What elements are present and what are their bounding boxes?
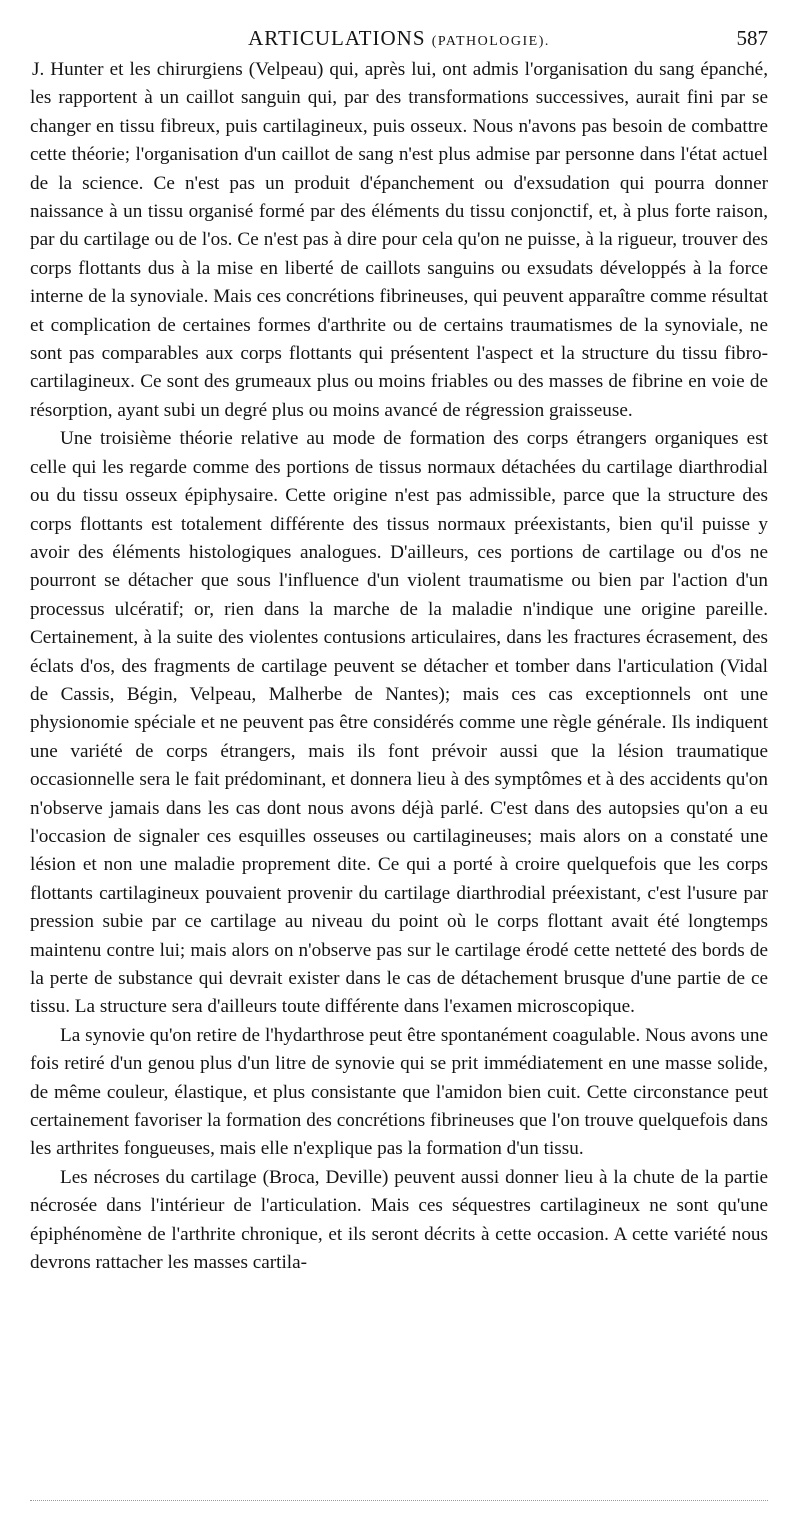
page-number: 587	[736, 26, 768, 50]
paragraph-3: La synovie qu'on retire de l'hydarthrose peut être spontanément coagulable. Nous avons une fois retiré d'un genou plus d'un litre de synovie qui se prit immédiatement en une masse solide, de même couleur, élastique, et plus consistante que l'amidon bien cuit. Cette circonstance peut certainement favoriser la formation des concrétions fibrineuses que l'on trouve quelquefois dans les arthrites fongueuses, mais elle n'explique pas la formation d'un tissu.	[30, 1024, 768, 1160]
body-text	[30, 56, 768, 1277]
footer-dotted-rule	[30, 1500, 768, 1501]
paragraph-2: Une troisième théorie relative au mode de formation des corps étrangers organiques est celle qui les regarde comme des portions de tissus normaux détachées du cartilage diarthrodial ou du tissu osseux épiphysaire. Cette origine n'est pas admissible, parce que la structure des corps flottants est totalement différente des tissus normaux préexistants, bien qu'il puisse y avoir des éléments histologiques analogues. D'ailleurs, ces portions de cartilage ou d'os ne pourront se détacher que sous l'influence d'un violent traumatisme ou bien par l'action d'un processus ulcératif; or, rien dans la marche de la maladie n'indique une origine pareille. Certainement, à la suite des violentes contusions articulaires, dans les fractures écrasement, des éclats d'os, des fragments de cartilage peuvent se détacher et tomber dans l'articulation (Vidal de Cassis, Bégin, Velpeau, Malherbe de Nantes); mais ces cas exceptionnels ont une physionomie spéciale et ne peuvent pas être considérés comme une règle générale. Ils indiquent une variété de corps étrangers, mais ils font prévoir aussi que la lésion traumatique occasionnelle sera le fait prédominant, et donnera lieu à des symptômes et à des accidents qu'on n'observe jamais dans les cas dont nous avons déjà parlé. C'est dans des autopsies qu'on a eu l'occasion de signaler ces esquilles osseuses ou cartilagineuses; mais alors on a constaté une lésion et non une maladie proprement dite. Ce qui a porté à croire quelquefois que les corps flottants cartilagineux pouvaient provenir du cartilage diarthrodial préexistant, c'est l'usure par pression subie par ce cartilage au niveau du point où le corps flottant avait été longtemps maintenu contre lui; mais alors on n'observe pas sur le cartilage érodé cette netteté des bords de la perte de substance qui devrait exister dans le cas de détachement brusque d'une partie de ce tissu. La structure sera d'ailleurs toute différente dans l'examen microscopique.	[30, 428, 768, 1018]
running-title-main: ARTICULATIONS	[248, 26, 426, 50]
paragraph-4: Les nécroses du cartilage (Broca, Deville) peuvent aussi donner lieu à la chute de la partie nécrosée dans l'intérieur de l'articulation. Mais ces séquestres cartilagineux ne sont qu'une épiphénomène de l'arthrite chronique, et ils seront décrits à cette occasion. A cette variété nous devrons rattacher les masses cartila-	[30, 1166, 768, 1274]
running-header	[30, 20, 768, 56]
running-title-section: (PATHOLOGIE).	[431, 34, 550, 49]
running-title	[30, 26, 768, 51]
book-page	[30, 20, 768, 1277]
paragraph-1: J. Hunter et les chirurgiens (Velpeau) qui, après lui, ont admis l'organisation du sang épanché, les rapportent à un caillot sanguin qui, par des transformations successives, aurait fini par se changer en tissu fibreux, puis cartilagineux, puis osseux. Nous n'avons pas besoin de combattre cette théorie; l'organisation d'un caillot de sang n'est plus admise par personne dans l'état actuel de la science. Ce n'est pas un produit d'épanchement ou d'exsudation qui pourra donner naissance à un tissu organisé formé par des éléments du tissu conjonctif, et, à plus forte raison, par du cartilage ou de l'os. Ce n'est pas à dire pour cela qu'on ne puisse, à la rigueur, trouver des corps flottants dus à la mise en liberté de caillots sanguins ou exsudats développés à la force interne de la synoviale. Mais ces concrétions fibrineuses, qui peuvent apparaître comme résultat et complication de certaines formes d'arthrite ou de certains traumatismes de la synoviale, ne sont pas comparables aux corps flottants qui présentent l'aspect et la structure du tissu fibro-cartilagineux. Ce sont des grumeaux plus ou moins friables ou des masses de fibrine en voie de résorption, ayant subi un degré plus ou moins avancé de régression graisseuse.	[30, 59, 768, 421]
